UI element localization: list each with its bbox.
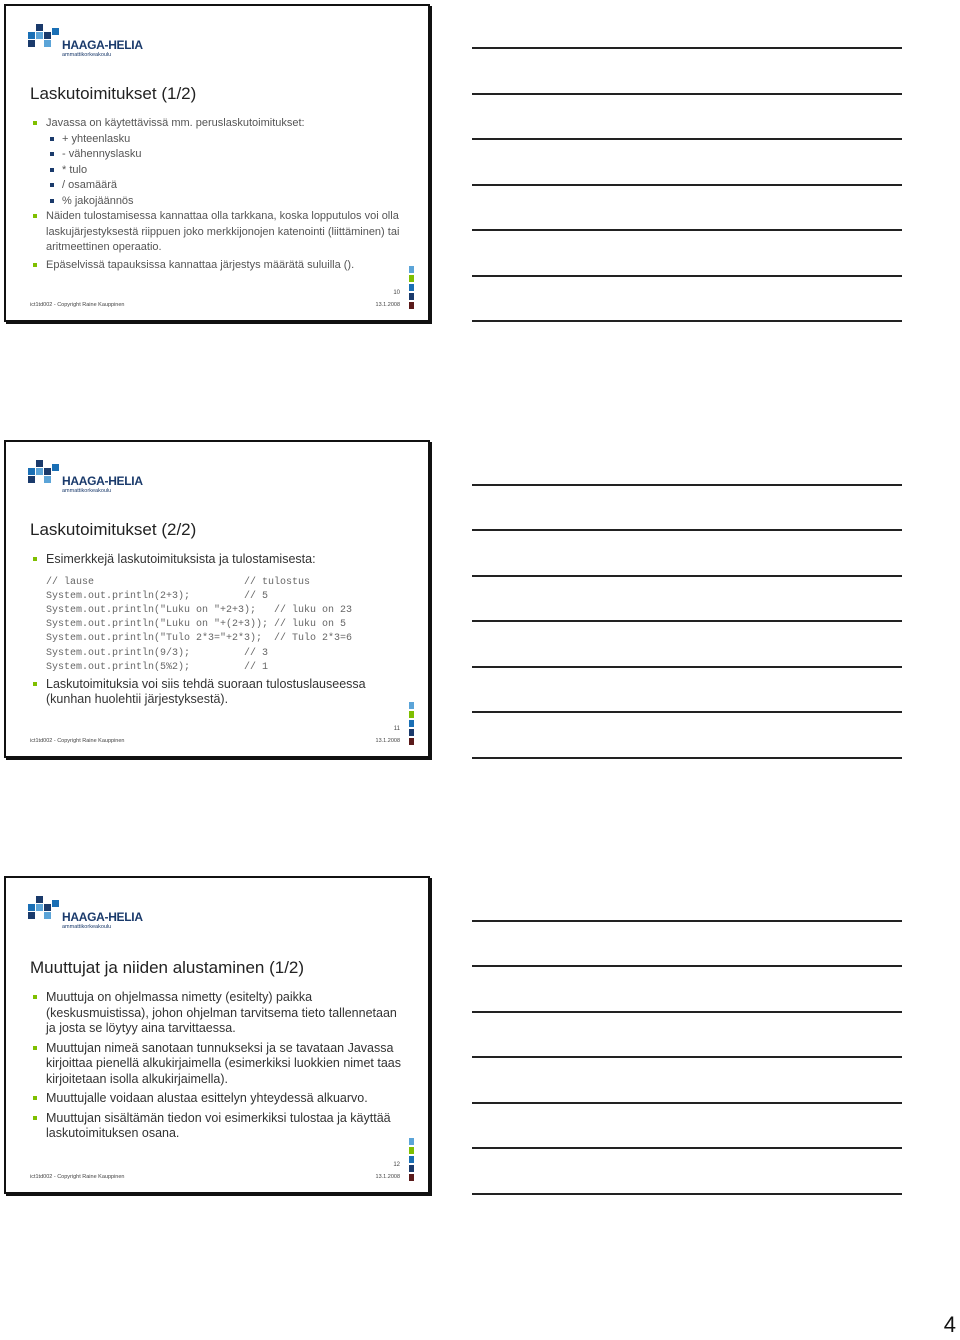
list-item: Näiden tulostamisessa kannattaa olla tarkkana, koska lopputulos voi olla laskujärjestyksestä riippuen joko merkkijonojen katenointi (liittäminen) tai aritmeettinen operaatio. [30, 209, 408, 256]
note-line [472, 1193, 902, 1195]
slide-10 [4, 4, 430, 322]
code-line: System.out.println("Tulo 2*3="+2*3); // Tulo 2*3=6 [46, 633, 353, 645]
note-line [472, 93, 902, 95]
list-item: Javassa on käytettävissä mm. peruslaskutoimitukset: [30, 116, 408, 132]
slide-footer: ict1td002 - Copyright Raine Kauppinen [30, 738, 125, 744]
slide-title: Muuttujat ja niiden alustaminen (1/2) [30, 958, 305, 977]
list-item: Laskutoimituksia voi siis tehdä suoraan tulostuslauseessa (kunhan huolehtii järjestyksestä). [30, 677, 408, 708]
slide-number: 12 [393, 1162, 400, 1168]
note-line [472, 1011, 902, 1013]
note-line [472, 1147, 902, 1149]
list-item: / osamäärä [30, 178, 408, 194]
brand-name: HAAGA-HELIA [62, 910, 143, 924]
brand-subtitle: ammattikorkeakoulu [62, 52, 112, 58]
list-item: * tulo [30, 163, 408, 179]
note-line [472, 229, 902, 231]
bullet-list [30, 552, 408, 708]
brand-subtitle: ammattikorkeakoulu [62, 924, 112, 930]
note-line [472, 965, 902, 967]
slide-title: Laskutoimitukset (1/2) [30, 84, 197, 103]
code-line: System.out.println(9/3); // 3 [46, 647, 269, 659]
note-line [472, 666, 902, 668]
page-number: 4 [943, 1312, 956, 1337]
haaga-helia-logo [28, 24, 143, 60]
list-item: Esimerkkejä laskutoimituksista ja tulostamisesta: [30, 552, 408, 568]
code-line: System.out.println(5%2); // 1 [46, 661, 269, 673]
note-line [472, 920, 902, 922]
slide-footer: ict1td002 - Copyright Raine Kauppinen [30, 302, 125, 308]
list-item: Muuttujan nimeä sanotaan tunnukseksi ja se tavataan Javassa kirjoittaa pienellä alkukirjaimella (esimerkiksi luokkien nimet taas kirjoitetaan isolla alkukirjaimella). [30, 1041, 408, 1088]
slide-footer: ict1td002 - Copyright Raine Kauppinen [30, 1174, 125, 1180]
list-item: Epäselvissä tapauksissa kannattaa järjestys määrätä suluilla (). [30, 258, 408, 274]
note-line [472, 757, 902, 759]
slide-number: 10 [393, 290, 400, 296]
note-line [472, 184, 902, 186]
note-line [472, 1102, 902, 1104]
list-item: Muuttuja on ohjelmassa nimetty (esitelty) paikka (keskusmuistissa), johon ohjelman tarvitsema tieto tallennetaan ja josta se löytyy aina tarvittaessa. [30, 990, 408, 1037]
list-item: + yhteenlasku [30, 132, 408, 148]
slide-title: Laskutoimitukset (2/2) [30, 520, 197, 539]
note-line [472, 138, 902, 140]
brand-subtitle: ammattikorkeakoulu [62, 488, 112, 494]
note-line [472, 484, 902, 486]
note-line [472, 575, 902, 577]
slide-number: 11 [393, 726, 400, 732]
bullet-list [30, 116, 408, 273]
slide-date: 13.1.2008 [375, 738, 400, 744]
slide-date: 13.1.2008 [375, 302, 400, 308]
code-line: // lause // tulostus [46, 576, 311, 588]
bullet-list [30, 990, 408, 1142]
brand-name: HAAGA-HELIA [62, 38, 143, 52]
haaga-helia-logo [28, 896, 143, 932]
color-bar [409, 1138, 414, 1182]
list-item: Muuttujan sisältämän tiedon voi esimerkiksi tulostaa ja käyttää laskutoimituksen osana. [30, 1111, 408, 1142]
slide-11 [4, 440, 430, 758]
code-line: System.out.println("Luku on "+(2+3)); // luku on 5 [46, 619, 347, 631]
slide-date: 13.1.2008 [375, 1174, 400, 1180]
list-item: % jakojäännös [30, 194, 408, 210]
note-line [472, 47, 902, 49]
brand-name: HAAGA-HELIA [62, 474, 143, 488]
note-line [472, 320, 902, 322]
note-line [472, 711, 902, 713]
note-line [472, 620, 902, 622]
note-line [472, 275, 902, 277]
list-item: - vähennyslasku [30, 147, 408, 163]
code-line: System.out.println(2+3); // 5 [46, 590, 269, 602]
note-line [472, 529, 902, 531]
code-line: System.out.println("Luku on "+2+3); // luku on 23 [46, 604, 353, 616]
haaga-helia-logo [28, 460, 143, 496]
note-line [472, 1056, 902, 1058]
list-item: Muuttujalle voidaan alustaa esittelyn yhteydessä alkuarvo. [30, 1091, 408, 1107]
color-bar [409, 266, 414, 310]
color-bar [409, 702, 414, 746]
slide-12 [4, 876, 430, 1194]
